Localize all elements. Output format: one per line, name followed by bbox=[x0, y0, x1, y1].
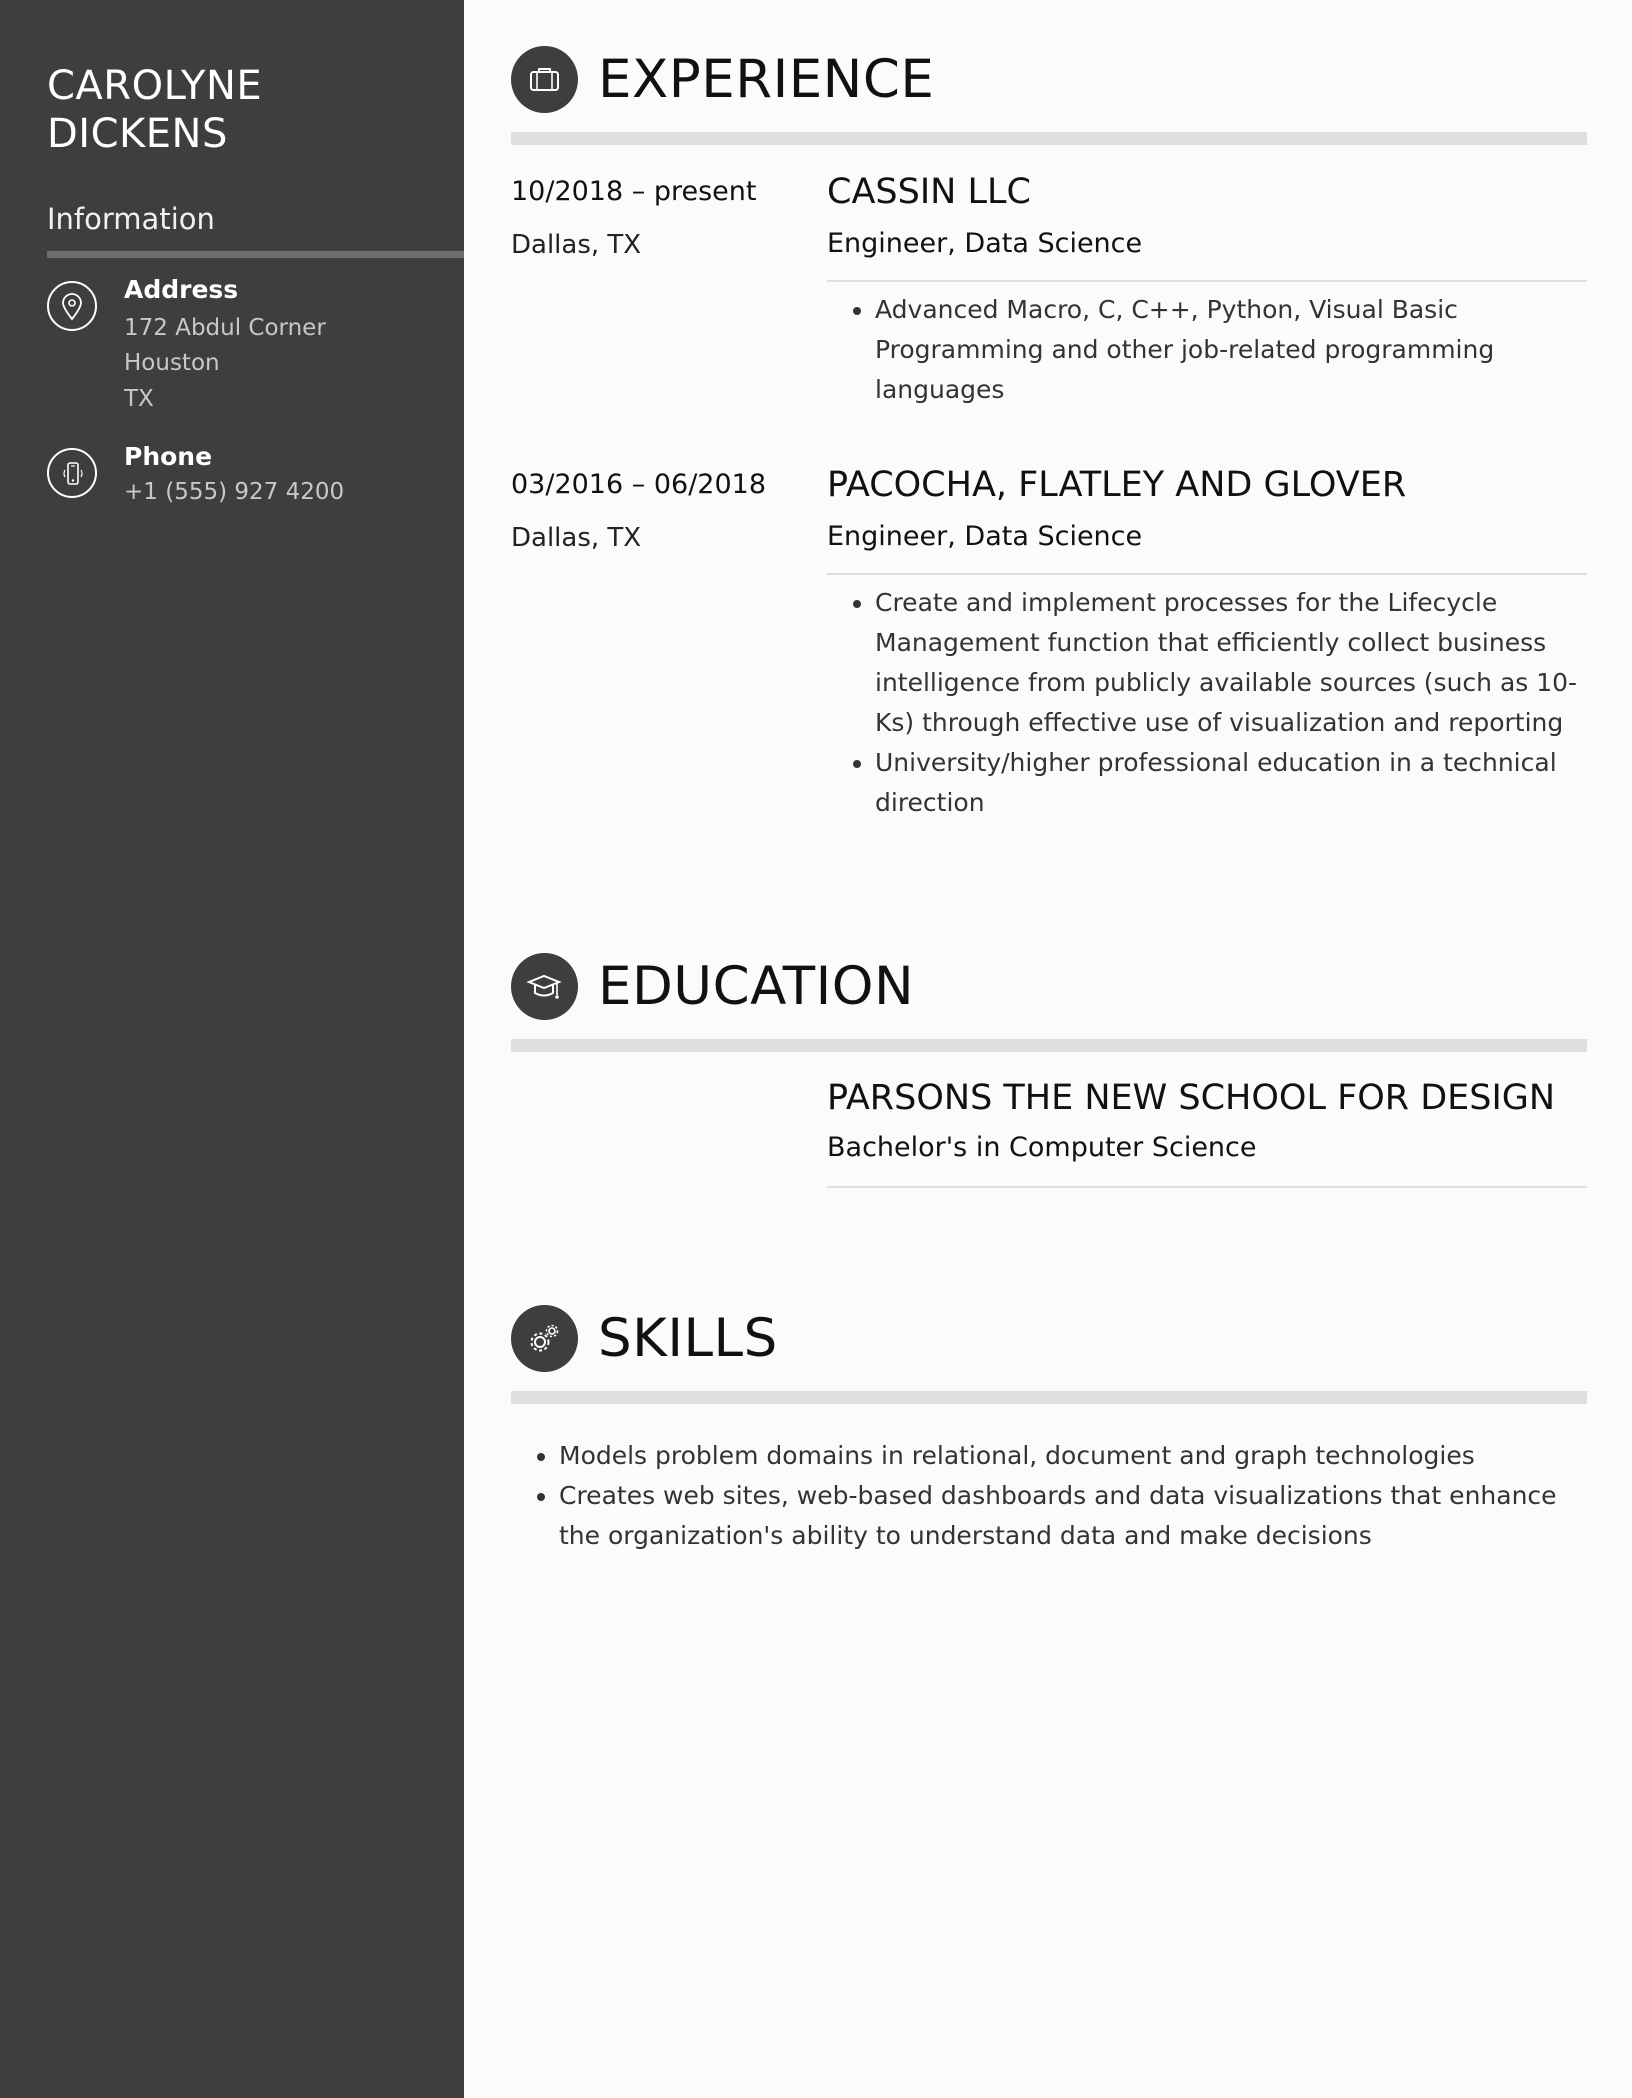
job-bullets bbox=[827, 583, 1587, 823]
address-line: 172 Abdul Corner bbox=[124, 315, 326, 341]
job-role: Engineer, Data Science bbox=[827, 228, 1143, 259]
address-line: Houston bbox=[124, 350, 220, 376]
phone-number: +1 (555) 927 4200 bbox=[124, 479, 345, 505]
job-company: CASSIN LLC bbox=[827, 172, 1031, 212]
graduation-cap-icon bbox=[511, 953, 578, 1020]
map-pin-icon bbox=[47, 281, 97, 331]
first-name: CAROLYNE bbox=[47, 63, 263, 109]
sidebar bbox=[0, 0, 464, 2098]
skill-item: • Creates web sites, web-based dashboards and data visualizations that enhance the organization's ability to understand data and make decisions bbox=[559, 1476, 1587, 1556]
job-divider bbox=[827, 573, 1587, 575]
job-company: PACOCHA, FLATLEY AND GLOVER bbox=[827, 465, 1407, 505]
skills-list bbox=[511, 1436, 1587, 1556]
job-location: Dallas, TX bbox=[511, 230, 642, 260]
job-location: Dallas, TX bbox=[511, 523, 642, 553]
address-label: Address bbox=[124, 275, 239, 304]
experience-title: EXPERIENCE bbox=[598, 49, 935, 110]
education-divider-line bbox=[827, 1186, 1587, 1188]
briefcase-icon bbox=[511, 46, 578, 113]
skill-item: • Models problem domains in relational, document and graph technologies bbox=[559, 1436, 1587, 1476]
information-divider bbox=[47, 251, 464, 258]
skills-divider bbox=[511, 1391, 1587, 1404]
job-bullets bbox=[827, 290, 1587, 410]
education-divider bbox=[511, 1039, 1587, 1052]
job-bullet: • University/higher professional education in a technical direction bbox=[875, 743, 1587, 823]
gears-icon bbox=[511, 1305, 578, 1372]
job-dates: 10/2018 – present bbox=[511, 176, 757, 207]
job-role: Engineer, Data Science bbox=[827, 521, 1143, 552]
job-dates: 03/2016 – 06/2018 bbox=[511, 469, 766, 500]
candidate-name bbox=[47, 62, 427, 158]
phone-label: Phone bbox=[124, 442, 213, 471]
address-line: TX bbox=[124, 386, 154, 412]
job-bullet: • Create and implement processes for the Lifecycle Management function that efficiently collect business intelligence from publicly available sources (such as 10-Ks) through effective use of visualization and reporting bbox=[875, 583, 1587, 743]
experience-divider bbox=[511, 132, 1587, 145]
job-bullet: • Advanced Macro, C, C++, Python, Visual Basic Programming and other job-related programming languages bbox=[875, 290, 1587, 410]
degree: Bachelor's in Computer Science bbox=[827, 1132, 1257, 1163]
mobile-phone-icon bbox=[47, 448, 97, 498]
skills-title: SKILLS bbox=[598, 1308, 778, 1369]
school-name: PARSONS THE NEW SCHOOL FOR DESIGN bbox=[827, 1078, 1556, 1118]
education-title: EDUCATION bbox=[598, 956, 915, 1017]
information-heading: Information bbox=[47, 202, 215, 236]
job-divider bbox=[827, 280, 1587, 282]
last-name: DICKENS bbox=[47, 111, 228, 157]
